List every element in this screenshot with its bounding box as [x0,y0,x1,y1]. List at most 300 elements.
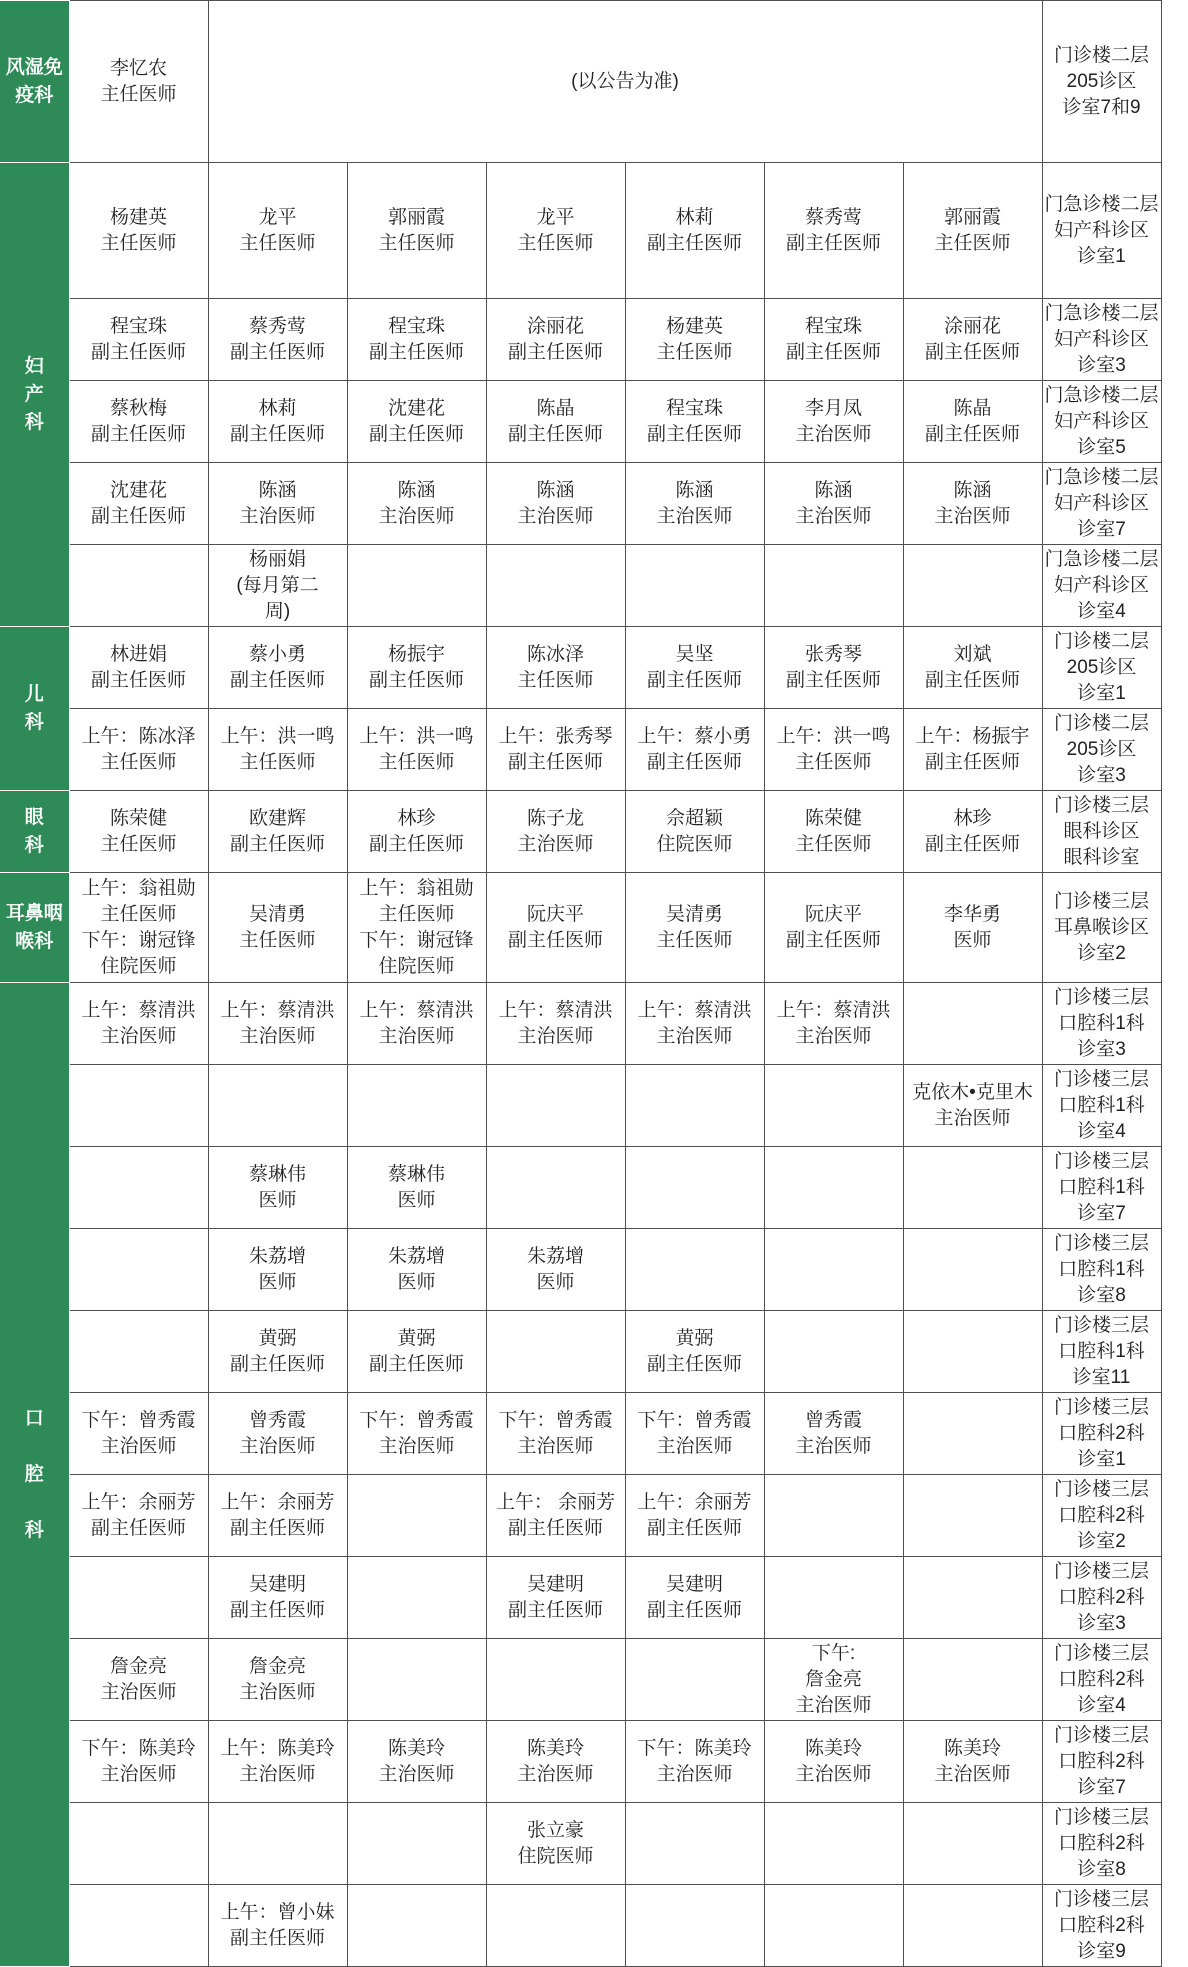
cell-line: 医师 [397,1189,436,1211]
doctor-cell [486,983,625,1065]
doctor-cell [625,1065,764,1147]
doctor-cell [347,1147,486,1229]
cell-line: 主任医师 [100,903,177,925]
cell-line: 下午：曾秀霞 [637,1409,752,1431]
clinic-room-cell [1042,873,1161,983]
cell-line: 主治医师 [795,1694,872,1716]
doctor-cell [625,873,764,983]
doctor-cell [764,1721,903,1803]
doctor-cell [903,1803,1042,1885]
doctor-cell [208,983,347,1065]
cell-line: 住院医师 [378,955,455,977]
doctor-cell [903,1475,1042,1557]
doctor-cell [347,463,486,545]
cell-line: 吴清勇 [248,903,306,925]
cell-line: 主治医师 [795,505,872,527]
cell-line: 程宝珠 [387,315,445,337]
table-row [0,1311,1161,1393]
cell-line: 黄弼 [258,1327,297,1349]
cell-line: 程宝珠 [665,397,723,419]
department-name: 口 腔 科 [24,1407,44,1541]
department-label [0,983,69,1967]
doctor-cell [903,1065,1042,1147]
cell-line: 吴清勇 [665,903,723,925]
doctor-cell [625,299,764,381]
cell-line: 沈建花 [109,479,167,501]
clinic-room-cell [1042,163,1161,299]
doctor-cell [903,1393,1042,1475]
cell-line: 主任医师 [656,929,733,951]
cell-line: 上午：张秀琴 [498,725,613,747]
cell-line: 下午：曾秀霞 [359,1409,474,1431]
department-label [0,791,69,873]
doctor-cell [69,1065,208,1147]
cell-line: 妇产科诊区 [1054,219,1150,241]
cell-line: 妇产科诊区 [1054,328,1150,350]
department-label [0,163,69,627]
doctor-cell [208,463,347,545]
doctor-cell [764,791,903,873]
cell-line: 副主任医师 [229,1927,325,1949]
cell-line: 程宝珠 [109,315,167,337]
cell-line: 副主任医师 [368,833,464,855]
doctor-cell [486,1065,625,1147]
doctor-cell [69,1475,208,1557]
clinic-room-cell [1042,1065,1161,1147]
cell-line: 口腔科2科 [1058,1504,1145,1526]
cell-line: 蔡秀莺 [804,206,862,228]
cell-line: 副主任医师 [90,505,186,527]
cell-line: 诊室7 [1077,1202,1126,1224]
cell-line: 主任医师 [656,341,733,363]
department-name: 耳鼻咽 喉科 [5,902,63,952]
doctor-cell [486,381,625,463]
doctor-cell [347,1393,486,1475]
cell-line: 詹金亮 [804,1668,862,1690]
doctor-cell [486,1311,625,1393]
cell-line: 陈晶 [953,397,992,419]
doctor-cell [486,299,625,381]
cell-line: 林进娟 [109,643,167,665]
cell-line: 陈涵 [258,479,297,501]
cell-line: 住院医师 [656,833,733,855]
cell-line: 朱荔增 [248,1245,306,1267]
cell-line: 205诊区 [1066,70,1137,92]
cell-line: 门急诊楼二层 [1044,466,1159,488]
cell-line: 副主任医师 [368,423,464,445]
doctor-cell [903,1721,1042,1803]
cell-line: 李华勇 [943,903,1001,925]
cell-line: 蔡秋梅 [109,397,167,419]
clinic-room-cell [1042,1885,1161,1967]
cell-line: 门诊楼三层 [1054,1396,1150,1418]
cell-line: 副主任医师 [229,1517,325,1539]
doctor-cell [764,1885,903,1967]
cell-line: 主治医师 [517,1763,594,1785]
cell-line: 诊室2 [1077,1530,1126,1552]
cell-line: 诊室9 [1077,1940,1126,1962]
doctor-cell [625,709,764,791]
doctor-cell [764,1393,903,1475]
cell-line: 医师 [397,1271,436,1293]
cell-line: 刘斌 [953,643,992,665]
doctor-cell [903,1147,1042,1229]
doctor-cell [903,1885,1042,1967]
doctor-cell [347,983,486,1065]
doctor-cell [903,709,1042,791]
cell-line: 主治医师 [934,1107,1011,1129]
cell-line: 副主任医师 [368,1353,464,1375]
cell-line: 门急诊楼二层 [1044,302,1159,324]
cell-line: 副主任医师 [785,232,881,254]
cell-line: 吴建明 [248,1573,306,1595]
cell-line: 副主任医师 [507,751,603,773]
cell-line: 下午：曾秀霞 [81,1409,196,1431]
cell-line: 副主任医师 [90,341,186,363]
cell-line: 副主任医师 [507,423,603,445]
doctor-cell [486,163,625,299]
cell-line: 张秀琴 [804,643,862,665]
doctor-cell [347,163,486,299]
doctor-cell [764,709,903,791]
cell-line: 主治医师 [100,1681,177,1703]
cell-line: 门诊楼三层 [1054,1888,1150,1910]
cell-line: 副主任医师 [924,341,1020,363]
cell-line: 上午：蔡小勇 [637,725,752,747]
doctor-cell [347,1475,486,1557]
cell-line: 主任医师 [100,751,177,773]
cell-line: 蔡秀莺 [248,315,306,337]
doctor-cell [903,1557,1042,1639]
cell-line: 副主任医师 [646,423,742,445]
cell-line: 副主任医师 [90,669,186,691]
cell-line: 口腔科2科 [1058,1586,1145,1608]
cell-line: 杨建英 [109,206,167,228]
cell-line: 上午：杨振宇 [915,725,1030,747]
cell-line: 门诊楼二层 [1054,44,1150,66]
doctor-cell [903,1229,1042,1311]
cell-line: 下午：曾秀霞 [498,1409,613,1431]
doctor-cell [69,381,208,463]
cell-line: 主治医师 [795,1435,872,1457]
cell-line: 蔡小勇 [248,643,306,665]
cell-line: 上午：洪一鸣 [220,725,335,747]
doctor-cell [347,381,486,463]
cell-line: 上午：余丽芳 [220,1491,335,1513]
department-name: 妇 产 科 [24,355,44,433]
cell-line: 陈美玲 [943,1737,1001,1759]
doctor-cell [903,163,1042,299]
cell-line: 医师 [953,929,992,951]
doctor-cell [208,1475,347,1557]
cell-line: 主任医师 [100,833,177,855]
cell-line: 杨丽娟 [248,548,306,570]
cell-line: 副主任医师 [229,1353,325,1375]
doctor-cell [69,1311,208,1393]
doctor-cell [764,1557,903,1639]
cell-line: 门诊楼三层 [1054,986,1150,1008]
cell-line: 门诊楼三层 [1054,1724,1150,1746]
doctor-cell [764,299,903,381]
table-row [0,1557,1161,1639]
table-row [0,381,1161,463]
doctor-cell [208,709,347,791]
doctor-cell [764,1475,903,1557]
cell-line: 阮庆平 [526,903,584,925]
cell-line: 主治医师 [239,1435,316,1457]
doctor-cell [208,791,347,873]
doctor-cell [764,1639,903,1721]
table-row [0,463,1161,545]
cell-line: 詹金亮 [109,1655,167,1677]
cell-line: 佘超颖 [665,807,723,829]
cell-line: 医师 [258,1271,297,1293]
cell-line: 下午：陈美玲 [637,1737,752,1759]
cell-line: 主治医师 [656,1435,733,1457]
cell-line: 口腔科1科 [1058,1340,1145,1362]
table-row [0,163,1161,299]
doctor-cell [69,627,208,709]
doctor-cell [347,1721,486,1803]
cell-line: 主任医师 [239,929,316,951]
doctor-cell [347,299,486,381]
cell-line: 门诊楼三层 [1054,1314,1150,1336]
table-row [0,983,1161,1065]
cell-line: 门诊楼三层 [1054,794,1150,816]
doctor-cell [625,381,764,463]
doctor-cell [625,163,764,299]
doctor-cell [625,463,764,545]
doctor-cell [347,545,486,627]
doctor-cell [347,791,486,873]
doctor-cell [903,1311,1042,1393]
cell-line: 副主任医师 [785,669,881,691]
doctor-cell [347,1557,486,1639]
cell-line: 门诊楼三层 [1054,1068,1150,1090]
doctor-cell [625,983,764,1065]
cell-line: 朱荔增 [526,1245,584,1267]
table-row [0,1147,1161,1229]
doctor-cell [347,1065,486,1147]
cell-line: 门诊楼三层 [1054,1150,1150,1172]
doctor-cell [764,983,903,1065]
doctor-cell [903,1639,1042,1721]
clinic-room-cell [1042,1393,1161,1475]
doctor-cell [486,1721,625,1803]
department-name: 风湿免 疫科 [5,56,63,106]
cell-line: 主治医师 [656,1763,733,1785]
cell-line: 眼科诊室 [1063,846,1140,868]
clinic-room-cell [1042,1721,1161,1803]
cell-line: 吴坚 [675,643,714,665]
cell-line: 陈美玲 [526,1737,584,1759]
doctor-cell [69,163,208,299]
doctor-cell [486,627,625,709]
doctor-cell [903,873,1042,983]
doctor-cell [486,1229,625,1311]
cell-line: 副主任医师 [646,669,742,691]
cell-line: 副主任医师 [229,669,325,691]
cell-line: 陈晶 [536,397,575,419]
cell-line: 郭丽霞 [387,206,445,228]
doctor-cell [486,791,625,873]
cell-line: 诊室3 [1077,764,1126,786]
cell-line: 门急诊楼二层 [1044,548,1159,570]
doctor-cell [486,1557,625,1639]
doctor-cell [347,1885,486,1967]
doctor-cell [347,873,486,983]
cell-line: 下午：谢冠锋 [81,929,196,951]
cell-line: 上午：余丽芳 [637,1491,752,1513]
doctor-cell [347,1311,486,1393]
department-label [0,1,69,163]
cell-line: 副主任医师 [646,1353,742,1375]
cell-line: 副主任医师 [785,929,881,951]
cell-line: 副主任医师 [646,751,742,773]
clinic-room-cell [1042,983,1161,1065]
cell-line: 诊室11 [1072,1366,1131,1388]
doctor-cell [625,1147,764,1229]
cell-line: 205诊区 [1066,656,1137,678]
cell-line: 吴建明 [526,1573,584,1595]
cell-line: 欧建辉 [248,807,306,829]
cell-line: 门诊楼三层 [1054,890,1150,912]
cell-line: 陈涵 [814,479,853,501]
clinic-room-cell [1042,463,1161,545]
cell-line: 诊室1 [1077,682,1126,704]
doctor-cell [625,1393,764,1475]
cell-line: 主任医师 [517,669,594,691]
cell-line: 妇产科诊区 [1054,492,1150,514]
doctor-cell [208,627,347,709]
cell-line: 主治医师 [239,1763,316,1785]
cell-line: 主任医师 [100,83,177,105]
cell-line: 涂丽花 [943,315,1001,337]
cell-line: 口腔科2科 [1058,1914,1145,1936]
cell-line: 副主任医师 [507,929,603,951]
department-name: 儿 科 [24,683,44,733]
table-row [0,1639,1161,1721]
cell-line: 副主任医师 [368,341,464,363]
cell-line: 副主任医师 [785,341,881,363]
doctor-cell [347,627,486,709]
table-row [0,1393,1161,1475]
doctor-cell [903,983,1042,1065]
doctor-cell [347,1639,486,1721]
doctor-cell [764,1147,903,1229]
cell-line: 上午：蔡清洪 [220,999,335,1021]
doctor-cell [486,709,625,791]
cell-line: 主治医师 [656,505,733,527]
doctor-cell [486,1885,625,1967]
cell-line: 副主任医师 [90,423,186,445]
doctor-cell [208,1557,347,1639]
cell-line: 主任医师 [378,232,455,254]
cell-line: 陈美玲 [387,1737,445,1759]
cell-line: 上午：余丽芳 [81,1491,196,1513]
doctor-cell [486,1639,625,1721]
cell-line: 陈冰泽 [526,643,584,665]
cell-line: 上午：翁祖勋 [81,877,196,899]
cell-line: 杨振宇 [387,643,445,665]
cell-line: 副主任医师 [229,423,325,445]
doctor-cell [625,1885,764,1967]
cell-line: 主治医师 [517,1025,594,1047]
doctor-cell [764,1229,903,1311]
cell-line: 主治医师 [100,1025,177,1047]
cell-line: 主治医师 [239,1681,316,1703]
cell-line: 副主任医师 [924,669,1020,691]
cell-line: 涂丽花 [526,315,584,337]
cell-line: 詹金亮 [248,1655,306,1677]
cell-line: 主治医师 [378,1025,455,1047]
doctor-cell [69,545,208,627]
doctor-cell [208,381,347,463]
cell-line: 口腔科2科 [1058,1750,1145,1772]
cell-line: 曾秀霞 [804,1409,862,1431]
cell-line: 副主任医师 [229,1599,325,1621]
table-row [0,1475,1161,1557]
doctor-cell [486,463,625,545]
cell-line: 主治医师 [378,1763,455,1785]
clinic-room-cell [1042,1803,1161,1885]
cell-line: 门急诊楼二层 [1044,193,1159,215]
doctor-cell [69,1885,208,1967]
cell-line: 住院医师 [100,955,177,977]
cell-line: 主治医师 [934,505,1011,527]
cell-line: 龙平 [258,206,297,228]
doctor-cell [625,791,764,873]
cell-line: 口腔科1科 [1058,1012,1145,1034]
cell-line: 黄弼 [397,1327,436,1349]
cell-line: 门诊楼二层 [1054,712,1150,734]
table-row [0,1721,1161,1803]
cell-line: 医师 [536,1271,575,1293]
cell-line: 上午：蔡清洪 [637,999,752,1021]
cell-line: 黄弼 [675,1327,714,1349]
cell-line: 诊室5 [1077,436,1126,458]
doctor-cell [764,463,903,545]
cell-line: 诊室4 [1077,600,1126,622]
doctor-cell [208,1393,347,1475]
clinic-room-cell [1042,1639,1161,1721]
cell-line: 上午：陈冰泽 [81,725,196,747]
cell-line: 主任医师 [934,232,1011,254]
table-row [0,1885,1161,1967]
cell-line: 妇产科诊区 [1054,410,1150,432]
doctor-cell [347,1229,486,1311]
doctor-cell [69,983,208,1065]
cell-line: 门诊楼三层 [1054,1560,1150,1582]
doctor-cell [69,1639,208,1721]
cell-line: 副主任医师 [507,1599,603,1621]
cell-line: 林珍 [953,807,992,829]
clinic-room-cell [1042,709,1161,791]
clinic-room-cell [1042,1,1161,163]
cell-line: 上午：曾小妹 [220,1901,335,1923]
doctor-cell [625,1311,764,1393]
cell-line: 主任医师 [517,232,594,254]
table-row [0,709,1161,791]
cell-line: 下午: [811,1642,856,1664]
cell-line: 上午：蔡清洪 [776,999,891,1021]
cell-line: 医师 [258,1189,297,1211]
cell-line: 林莉 [675,206,714,228]
cell-line: 主治医师 [795,423,872,445]
cell-line: 副主任医师 [229,341,325,363]
doctor-cell [764,381,903,463]
department-name: 眼 科 [24,806,44,856]
